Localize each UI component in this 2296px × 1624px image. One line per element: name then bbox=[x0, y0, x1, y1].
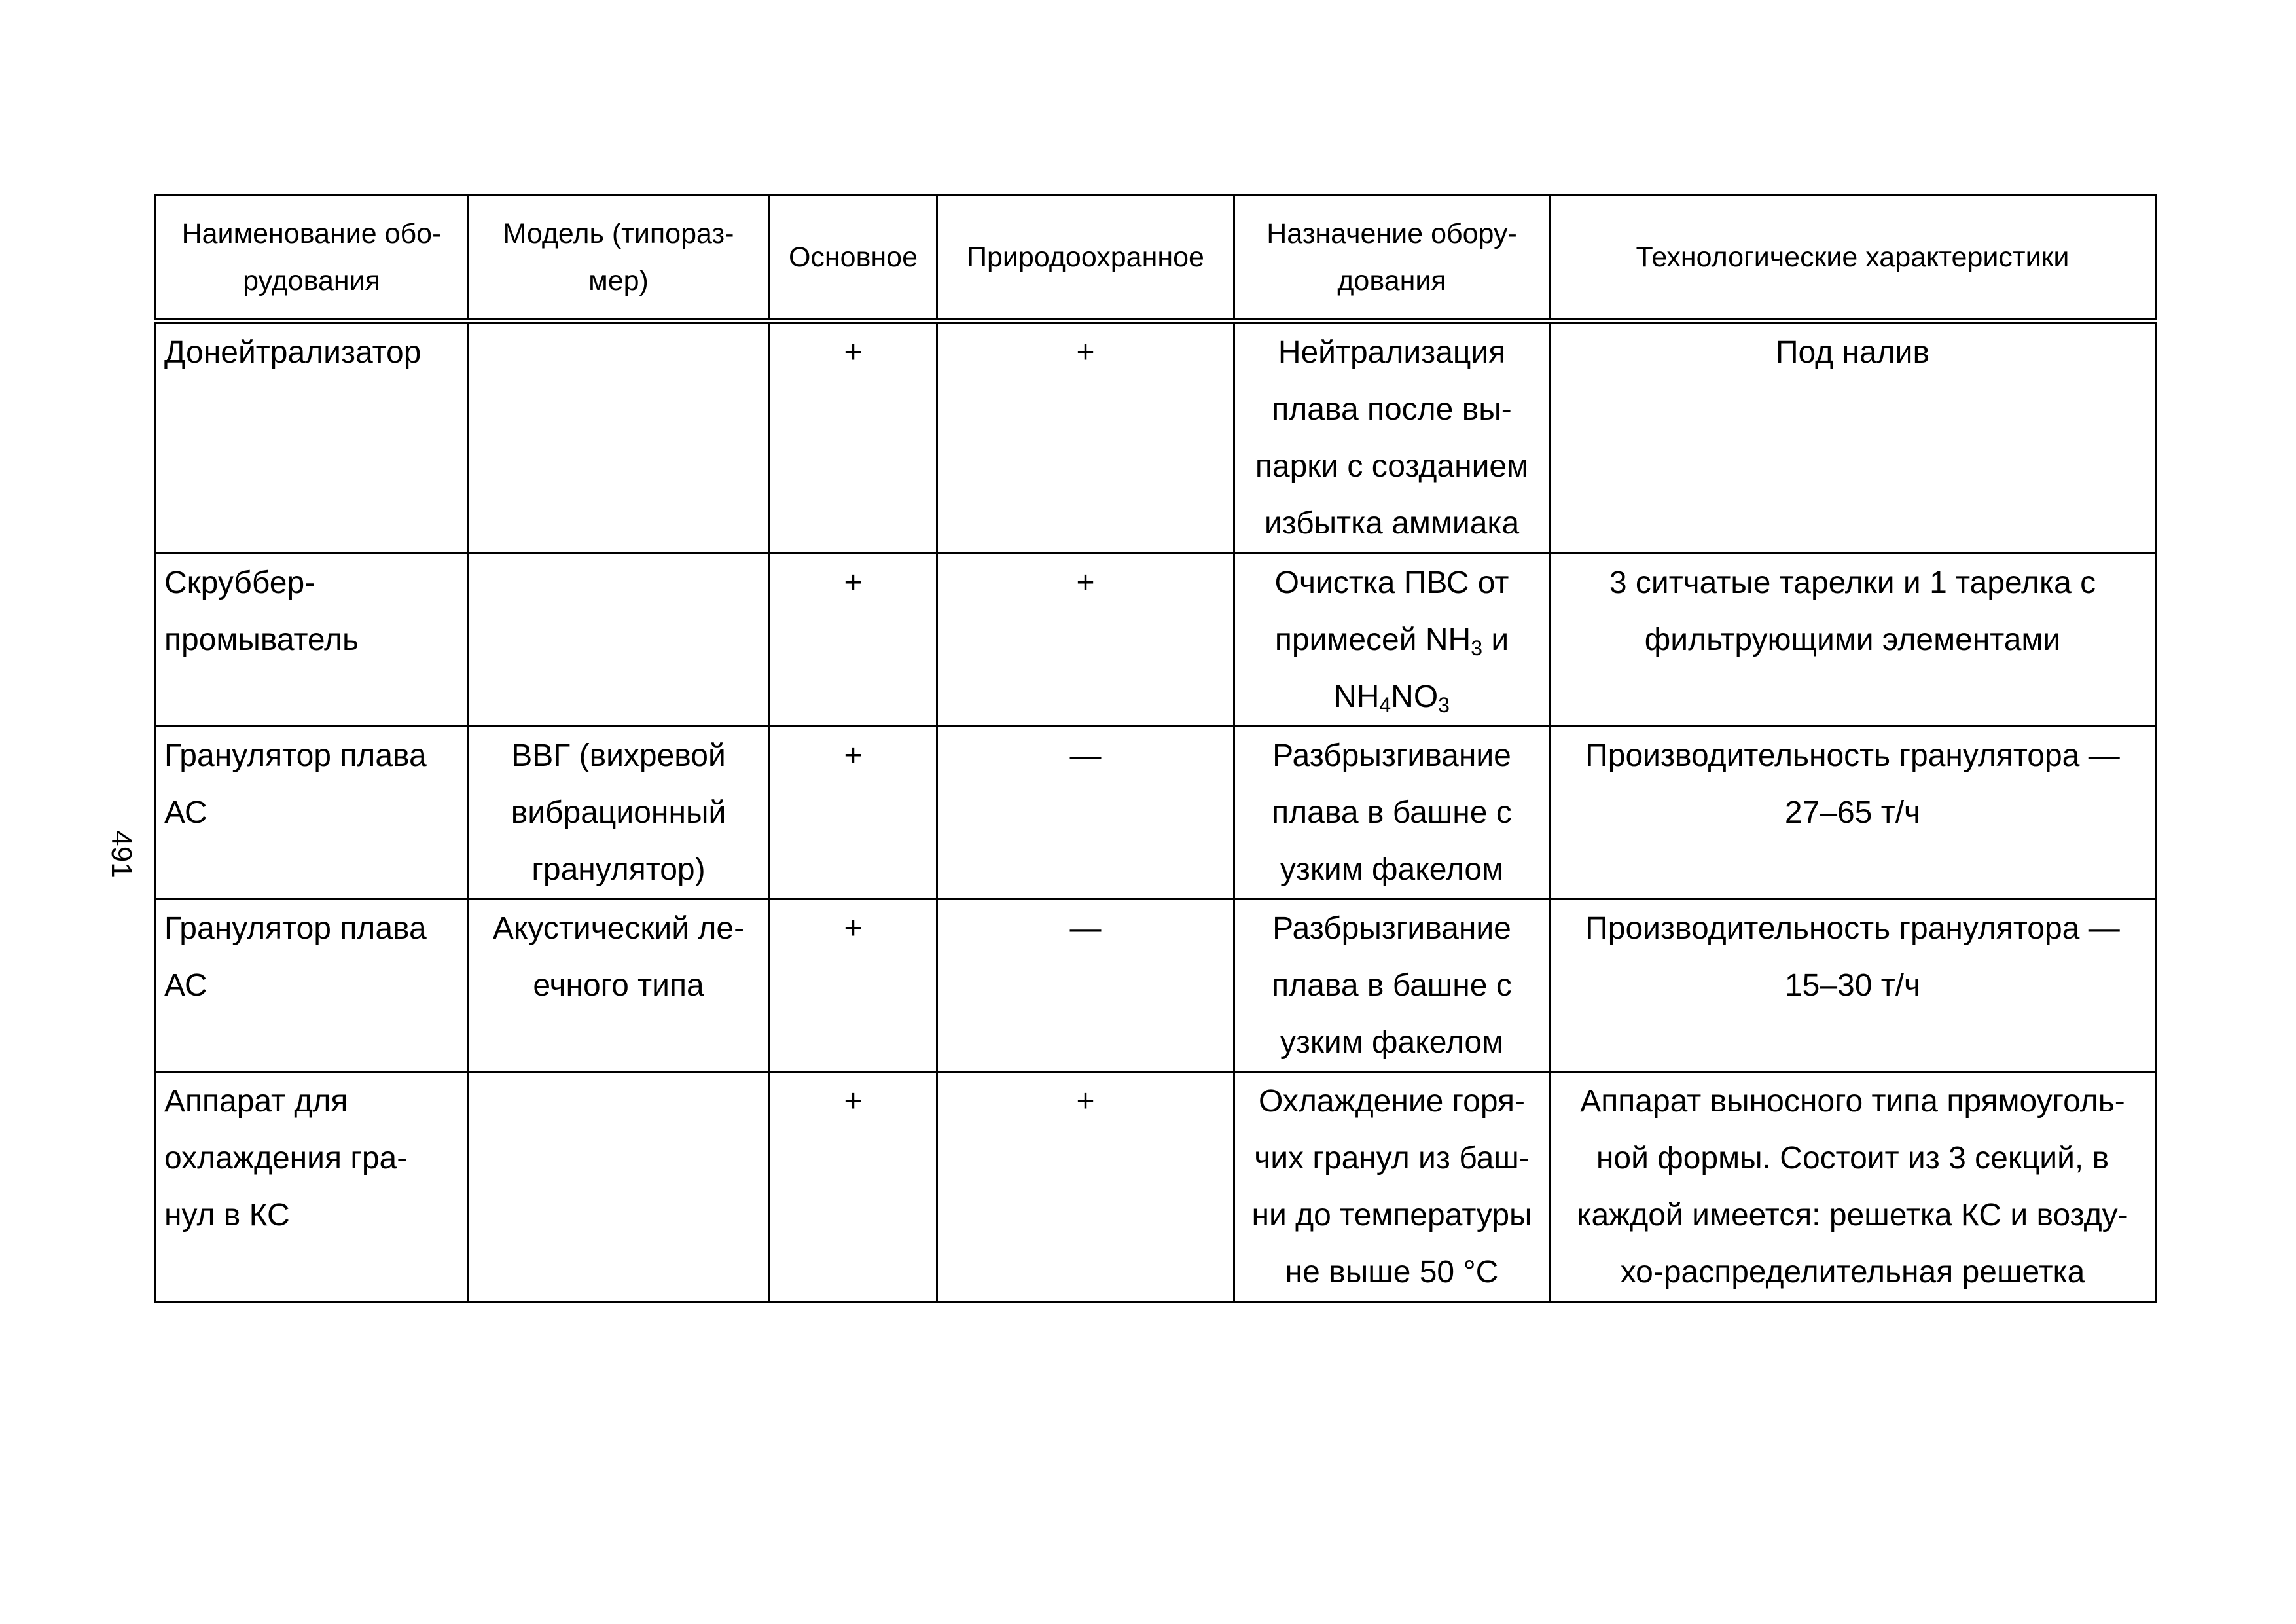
cell-purpose: Охлаждение горя- чих гранул из баш- ни до температуры не выше 50 °С bbox=[1234, 1072, 1550, 1303]
header-environmental: Природоохранное bbox=[937, 196, 1234, 321]
cell-name: Гранулятор плава АС bbox=[156, 899, 468, 1072]
cell-environmental: + bbox=[937, 321, 1234, 554]
header-equipment-name: Наименование обо- рудования bbox=[156, 196, 468, 321]
cell-model bbox=[468, 1072, 770, 1303]
purpose-line-1: Очистка ПВС от bbox=[1274, 566, 1509, 600]
page-number: 491 bbox=[105, 830, 137, 878]
cell-tech: 3 ситчатые тарелки и 1 тарелка с фильтрующими элементами bbox=[1550, 554, 2156, 727]
cell-name: Аппарат для охлаждения гра- нул в КС bbox=[156, 1072, 468, 1303]
cell-environmental: + bbox=[937, 554, 1234, 727]
cell-purpose: Нейтрализация плава после вы- парки с созданием избытка аммиака bbox=[1234, 321, 1550, 554]
table-row bbox=[156, 1072, 2156, 1303]
cell-purpose bbox=[1234, 554, 1550, 727]
header-main: Основное bbox=[770, 196, 937, 321]
cell-model: ВВГ (вихревой вибрационный гранулятор) bbox=[468, 727, 770, 899]
cell-name: Гранулятор плава АС bbox=[156, 727, 468, 899]
cell-environmental: + bbox=[937, 1072, 1234, 1303]
cell-tech: Под налив bbox=[1550, 321, 2156, 554]
cell-tech: Производительность гранулятора — 27–65 т/ч bbox=[1550, 727, 2156, 899]
header-tech-characteristics: Технологические характеристики bbox=[1550, 196, 2156, 321]
header-model: Модель (типораз- мер) bbox=[468, 196, 770, 321]
cell-main: + bbox=[770, 1072, 937, 1303]
cell-model bbox=[468, 321, 770, 554]
cell-purpose: Разбрызгивание плава в башне с узким факелом bbox=[1234, 727, 1550, 899]
table-row bbox=[156, 727, 2156, 899]
cell-tech: Производительность гранулятора — 15–30 т/ч bbox=[1550, 899, 2156, 1072]
equipment-table bbox=[154, 194, 2157, 1303]
cell-main: + bbox=[770, 554, 937, 727]
cell-main: + bbox=[770, 727, 937, 899]
cell-tech: Аппарат выносного типа прямоуголь- ной формы. Состоит из 3 секций, в каждой имеется: решетка КС и возду- хо-распределительная решетка bbox=[1550, 1072, 2156, 1303]
cell-name: Донейтрализатор bbox=[156, 321, 468, 554]
table-row bbox=[156, 321, 2156, 554]
table-row bbox=[156, 899, 2156, 1072]
cell-environmental: — bbox=[937, 727, 1234, 899]
cell-name: Скруббер- промыватель bbox=[156, 554, 468, 727]
purpose-line-3: $NH_4NO_3$ bbox=[1334, 679, 1450, 717]
header-purpose: Назначение обору- дования bbox=[1234, 196, 1550, 321]
cell-main: + bbox=[770, 899, 937, 1072]
cell-model: Акустический ле- ечного типа bbox=[468, 899, 770, 1072]
table-header-row bbox=[156, 196, 2156, 321]
cell-purpose: Разбрызгивание плава в башне с узким факелом bbox=[1234, 899, 1550, 1072]
cell-model bbox=[468, 554, 770, 727]
cell-main: + bbox=[770, 321, 937, 554]
purpose-line-2: примесей $NH_3$ и bbox=[1274, 623, 1509, 660]
table-row bbox=[156, 554, 2156, 727]
cell-environmental: — bbox=[937, 899, 1234, 1072]
